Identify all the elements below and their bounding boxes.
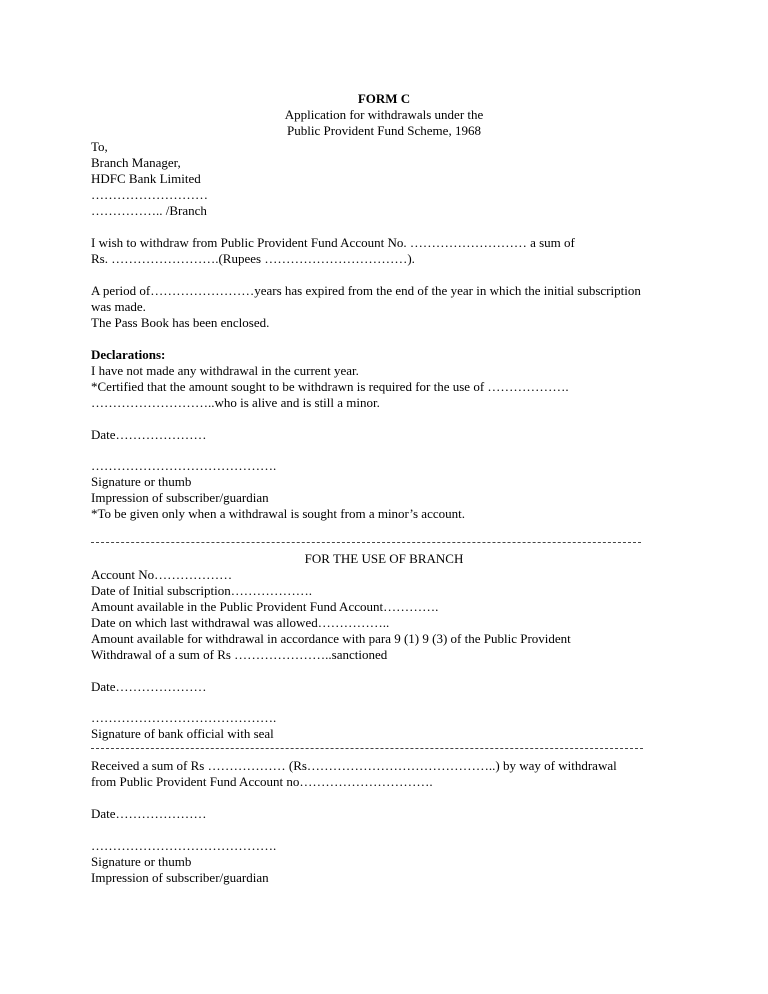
receipt-signature-dots: ……………………………………. [91,838,277,853]
branch-section-heading: FOR THE USE OF BRANCH [304,551,464,566]
address-recipient: Branch Manager, [91,155,181,170]
period-line1: A period of……………………years has expired from the end of the year in which the initial subscription [91,283,641,298]
branch-amount-available-para: Amount available for withdrawal in accordance with para 9 (1) 9 (3) of the Public Provident [91,631,571,646]
branch-date-line: Date………………… [91,679,207,694]
receipt-date-line: Date………………… [91,806,207,821]
request-line1: I wish to withdraw from Public Provident Fund Account No. ……………………… a sum of [91,235,575,250]
address-blank-line: ……………………… [91,187,208,202]
subscriber-signature-dots: ……………………………………. [91,458,277,473]
address-bank: HDFC Bank Limited [91,171,201,186]
receipt-impression-label: Impression of subscriber/guardian [91,870,269,885]
receipt-line2: from Public Provident Fund Account no…………………………. [91,774,433,789]
passbook-line: The Pass Book has been enclosed. [91,315,270,330]
address-to: To, [91,139,108,154]
subscriber-impression-label: Impression of subscriber/guardian [91,490,269,505]
branch-withdrawal-sanctioned: Withdrawal of a sum of Rs …………………..sanctioned [91,647,388,662]
declarations-heading: Declarations: [91,347,166,362]
declaration-line1: I have not made any withdrawal in the current year. [91,363,359,378]
bank-official-signature-label: Signature of bank official with seal [91,726,274,741]
branch-signature-dots: ……………………………………. [91,710,277,725]
form-title: FORM C [357,91,411,106]
declaration-line2: *Certified that the amount sought to be withdrawn is required for the use of ………………. [91,379,569,394]
receipt-signature-label: Signature or thumb [91,854,192,869]
subscriber-date-line: Date………………… [91,427,207,442]
section-divider [91,542,641,543]
receipt-divider [91,748,643,749]
branch-account-no: Account No……………… [91,567,233,582]
minor-footnote: *To be given only when a withdrawal is sought from a minor’s account. [91,506,465,521]
receipt-line1: Received a sum of Rs ……………… (Rs……………………………………..) by way of withdrawal [91,758,617,773]
branch-last-withdrawal-date: Date on which last withdrawal was allowed…………….. [91,615,390,630]
request-line2: Rs. …………………….(Rupees ……………………………). [91,251,415,266]
branch-initial-subscription-date: Date of Initial subscription………………. [91,583,312,598]
address-branch: …………….. /Branch [91,203,207,218]
period-line2: was made. [91,299,146,314]
subscriber-signature-label: Signature or thumb [91,474,192,489]
form-subtitle-line2: Public Provident Fund Scheme, 1968 [287,123,481,138]
declaration-line3: ………………………..who is alive and is still a minor. [91,395,380,410]
branch-amount-available: Amount available in the Public Provident Fund Account…………. [91,599,439,614]
form-subtitle-line1: Application for withdrawals under the [284,107,484,122]
